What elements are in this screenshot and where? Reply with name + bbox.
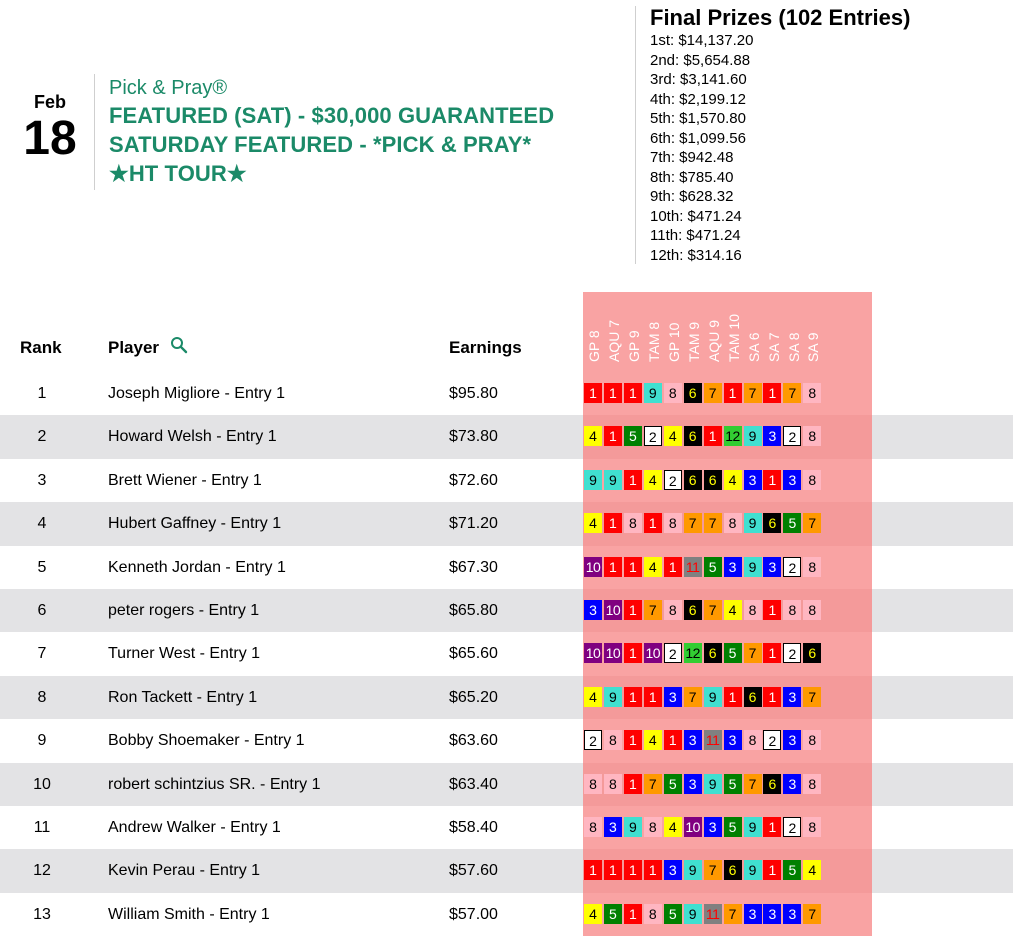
pick-number: 8 [803, 557, 821, 577]
pick-number: 4 [584, 513, 602, 533]
pick-number: 8 [803, 470, 821, 490]
pick-number: 7 [803, 513, 821, 533]
pick-number: 9 [644, 383, 662, 403]
pick-number: 3 [724, 730, 742, 750]
rank-cell: 3 [37, 471, 47, 489]
rank-cell: 1 [37, 385, 47, 402]
player-header[interactable]: Player [108, 338, 160, 357]
pick-number: 1 [624, 860, 642, 880]
race-header [803, 286, 822, 362]
player-name[interactable]: Kenneth Jordan - Entry 1 [108, 558, 286, 576]
pick-number: 8 [803, 600, 821, 620]
table-row[interactable] [0, 806, 1013, 849]
rank-cell: 12 [33, 862, 51, 880]
earnings-cell: $72.60 [449, 471, 498, 489]
pick-number: 6 [763, 513, 781, 533]
final-prizes [650, 5, 910, 265]
race-header-label: GP 10 [665, 322, 682, 362]
pick-number: 2 [664, 470, 682, 490]
pick-number: 2 [763, 730, 781, 750]
pick-number: 6 [704, 643, 722, 663]
pick-list [584, 774, 823, 794]
event-title-line-1: FEATURED (SAT) - $30,000 GUARANTEED [109, 103, 555, 128]
pick-list [584, 904, 823, 924]
pick-number: 4 [644, 470, 662, 490]
pick-number: 8 [584, 817, 602, 837]
pick-number: 7 [744, 383, 762, 403]
pick-number: 6 [763, 774, 781, 794]
prize-item: 10th: $471.24 [650, 207, 742, 225]
player-name[interactable]: Ron Tackett - Entry 1 [108, 688, 258, 706]
table-row[interactable] [0, 632, 1013, 675]
pick-number: 7 [644, 600, 662, 620]
rank-cell: 4 [37, 515, 47, 533]
prize-item: 5th: $1,570.80 [650, 110, 746, 127]
pick-number: 9 [744, 557, 762, 577]
pick-number: 1 [584, 860, 602, 880]
pick-number: 6 [684, 426, 702, 446]
race-header [684, 286, 703, 362]
pick-number: 1 [763, 643, 781, 663]
prize-item: 12th: $314.16 [650, 246, 742, 264]
event-month: Feb [33, 92, 66, 112]
pick-number: 5 [704, 557, 722, 577]
table-row[interactable] [0, 719, 1013, 762]
race-header-label: SA 8 [785, 332, 802, 362]
pick-number: 1 [644, 860, 662, 880]
prize-item: 2nd: $5,654.88 [650, 51, 751, 69]
pick-number: 4 [644, 730, 662, 750]
pick-number: 3 [684, 730, 702, 750]
prize-item: 8th: $785.40 [650, 168, 734, 186]
pick-number: 8 [664, 513, 682, 533]
pick-number: 11 [704, 904, 722, 924]
pick-list [584, 513, 823, 533]
pick-number: 8 [644, 904, 662, 924]
table-row[interactable] [0, 415, 1013, 458]
earnings-cell: $65.80 [449, 602, 498, 619]
prizes-heading: Final Prizes (102 Entries) [650, 5, 911, 30]
pick-number: 1 [763, 687, 781, 707]
table-row[interactable] [0, 372, 1013, 415]
player-name[interactable]: Turner West - Entry 1 [108, 645, 261, 663]
prize-item: 1st: $14,137.20 [650, 32, 754, 49]
pick-number: 8 [644, 817, 662, 837]
pick-number: 6 [704, 470, 722, 490]
pick-number: 2 [664, 643, 682, 663]
pick-number: 9 [684, 860, 702, 880]
pick-number: 3 [783, 730, 801, 750]
pick-number: 3 [783, 904, 801, 924]
pick-number: 3 [684, 774, 702, 794]
pick-number: 7 [744, 774, 762, 794]
race-header-label: TAM 8 [645, 321, 662, 362]
pick-list [584, 817, 823, 837]
race-header-label: GP 8 [586, 330, 602, 362]
pick-number: 3 [724, 557, 742, 577]
player-name[interactable]: Andrew Walker - Entry 1 [108, 819, 281, 836]
pick-number: 1 [624, 557, 642, 577]
pick-number: 3 [744, 904, 762, 924]
pick-number: 1 [763, 860, 781, 880]
table-row[interactable] [0, 849, 1013, 892]
table-row[interactable] [0, 589, 1013, 632]
pick-list [584, 730, 823, 750]
earnings-cell: $57.60 [449, 862, 498, 880]
race-header-label: TAM 10 [725, 314, 742, 362]
divider [635, 6, 636, 264]
pick-number: 3 [584, 600, 602, 620]
pick-number: 6 [684, 600, 702, 620]
pick-number: 3 [763, 426, 781, 446]
rank-cell: 2 [37, 428, 47, 446]
pick-number: 7 [704, 513, 722, 533]
pick-number: 10 [605, 602, 621, 618]
pick-number: 4 [584, 426, 602, 446]
event-date [22, 92, 78, 164]
race-header [584, 286, 603, 362]
pick-number: 7 [803, 904, 821, 924]
rank-cell: 6 [37, 602, 47, 619]
rank-header: Rank [20, 338, 62, 357]
pick-number: 1 [664, 730, 682, 750]
event-day: 18 [23, 112, 77, 165]
pick-number: 4 [664, 426, 682, 446]
pick-number: 1 [624, 600, 642, 620]
pick-number: 4 [584, 687, 602, 707]
race-header-label: AQU 7 [605, 319, 622, 362]
earnings-cell: $63.60 [449, 732, 498, 750]
pick-number: 5 [783, 513, 801, 533]
earnings-cell: $73.80 [449, 428, 498, 446]
pick-list [584, 557, 823, 577]
pick-number: 3 [744, 470, 762, 490]
pick-number: 3 [763, 557, 781, 577]
player-name[interactable]: Brett Wiener - Entry 1 [108, 471, 262, 489]
pick-number: 9 [744, 817, 762, 837]
pick-number: 7 [704, 383, 722, 403]
race-header-label: SA 7 [765, 332, 782, 362]
pick-number: 8 [803, 426, 821, 446]
pick-number: 4 [584, 904, 602, 924]
pick-number: 7 [684, 513, 702, 533]
pick-number: 8 [584, 774, 602, 794]
pick-number: 1 [664, 557, 682, 577]
event-title-line-3: ★HT TOUR★ [109, 161, 247, 186]
pick-number: 1 [644, 687, 662, 707]
pick-number: 1 [624, 904, 642, 924]
pick-number: 1 [704, 426, 722, 446]
pick-number: 8 [744, 600, 762, 620]
pick-number: 8 [803, 730, 821, 750]
player-name[interactable]: robert schintzius SR. - Entry 1 [108, 775, 321, 793]
pick-number: 7 [704, 600, 722, 620]
pick-number: 6 [724, 860, 742, 880]
race-header [744, 286, 763, 362]
pick-number: 1 [604, 557, 622, 577]
player-name[interactable]: Hubert Gaffney - Entry 1 [108, 515, 282, 533]
earnings-header: Earnings [449, 338, 522, 357]
pick-number: 8 [744, 730, 762, 750]
pick-number: 4 [664, 817, 682, 837]
pick-number: 3 [664, 860, 682, 880]
player-name[interactable]: William Smith - Entry 1 [108, 905, 270, 923]
pick-number: 1 [624, 730, 642, 750]
pick-number: 8 [803, 817, 821, 837]
table-row[interactable] [0, 546, 1013, 589]
pick-number: 8 [803, 383, 821, 403]
pick-number: 9 [744, 513, 762, 533]
pick-number: 1 [624, 774, 642, 794]
event-title [109, 75, 554, 188]
rank-cell: 5 [37, 558, 47, 576]
prize-item: 3rd: $3,141.60 [650, 71, 747, 88]
pick-number: 8 [664, 383, 682, 403]
pick-number: 7 [644, 774, 662, 794]
race-header [704, 286, 723, 362]
player-name[interactable]: Howard Welsh - Entry 1 [108, 428, 277, 446]
pick-number: 12 [725, 428, 740, 445]
pick-number: 7 [724, 904, 742, 924]
pick-number: 10 [585, 645, 601, 662]
rank-cell: 8 [37, 688, 47, 706]
player-name[interactable]: Joseph Migliore - Entry 1 [108, 385, 285, 402]
race-header [644, 286, 663, 362]
pick-number: 8 [783, 600, 801, 620]
pick-number: 3 [604, 817, 622, 837]
pick-number: 5 [724, 774, 742, 794]
rank-cell: 7 [37, 645, 47, 663]
pick-number: 9 [684, 904, 702, 924]
pick-number: 9 [744, 860, 762, 880]
event-title-line-2: SATURDAY FEATURED - *PICK & PRAY* [109, 132, 532, 157]
pick-number: 2 [783, 817, 801, 837]
divider [94, 74, 95, 190]
pick-number: 1 [624, 470, 642, 490]
prize-item: 6th: $1,099.56 [650, 129, 746, 147]
pick-number: 11 [684, 557, 702, 577]
pick-number: 4 [644, 557, 662, 577]
pick-number: 7 [684, 687, 702, 707]
pick-number: 3 [664, 687, 682, 707]
race-header [764, 286, 783, 362]
pick-number: 8 [604, 774, 622, 794]
pick-number: 3 [783, 687, 801, 707]
pick-number: 1 [724, 687, 742, 707]
pick-list [584, 426, 823, 446]
pick-number: 2 [783, 557, 801, 577]
pick-number: 8 [624, 513, 642, 533]
pick-number: 11 [704, 730, 722, 750]
player-name[interactable]: Kevin Perau - Entry 1 [108, 862, 261, 880]
pick-number: 8 [803, 774, 821, 794]
pick-number: 2 [783, 426, 801, 446]
pick-list [584, 860, 823, 880]
player-name[interactable]: peter rogers - Entry 1 [108, 602, 260, 619]
prize-item: 7th: $942.48 [650, 149, 734, 166]
pick-number: 10 [685, 819, 700, 835]
pick-number: 6 [684, 470, 702, 490]
earnings-cell: $95.80 [449, 385, 498, 402]
pick-number: 9 [584, 470, 602, 490]
pick-number: 8 [664, 600, 682, 620]
pick-list [584, 383, 823, 403]
earnings-cell: $65.60 [449, 645, 498, 663]
pick-number: 2 [783, 643, 801, 663]
pick-list [584, 470, 823, 490]
table-row[interactable] [0, 502, 1013, 545]
rank-cell: 9 [37, 732, 47, 750]
race-header [784, 286, 803, 362]
pick-number: 1 [763, 600, 781, 620]
pick-number: 5 [664, 904, 682, 924]
pick-number: 9 [624, 817, 642, 837]
table-row[interactable] [0, 459, 1013, 502]
table-row[interactable] [0, 763, 1013, 806]
pick-number: 1 [604, 860, 622, 880]
pick-number: 6 [684, 383, 702, 403]
rank-cell: 10 [33, 775, 51, 793]
earnings-cell: $65.20 [449, 688, 498, 706]
pick-number: 2 [584, 730, 602, 750]
pick-number: 10 [645, 645, 661, 662]
pick-number: 2 [644, 426, 662, 446]
earnings-cell: $57.00 [449, 905, 498, 923]
pick-number: 12 [685, 645, 700, 662]
pick-number: 1 [763, 470, 781, 490]
prize-list [650, 31, 910, 265]
earnings-cell: $58.40 [449, 819, 498, 836]
search-icon[interactable] [170, 336, 188, 354]
pick-number: 4 [803, 860, 821, 880]
pick-number: 3 [783, 774, 801, 794]
pick-number: 1 [724, 383, 742, 403]
pick-number: 5 [604, 904, 622, 924]
pick-number: 1 [624, 383, 642, 403]
earnings-cell: $71.20 [449, 515, 498, 533]
pick-number: 1 [624, 687, 642, 707]
pick-number: 4 [724, 470, 742, 490]
pick-number: 7 [704, 860, 722, 880]
pick-number: 1 [763, 817, 781, 837]
pick-number: 7 [783, 383, 801, 403]
race-header [664, 286, 683, 362]
race-header-label: SA 9 [805, 332, 822, 362]
pick-number: 7 [744, 643, 762, 663]
table-row[interactable] [0, 893, 1013, 936]
pick-number: 9 [604, 687, 622, 707]
pick-number: 5 [724, 643, 742, 663]
prize-item: 11th: $471.24 [650, 227, 741, 244]
pick-number: 5 [624, 426, 642, 446]
pick-number: 8 [724, 513, 742, 533]
pick-number: 6 [744, 687, 762, 707]
race-header [724, 286, 743, 362]
pick-number: 9 [704, 774, 722, 794]
player-name[interactable]: Bobby Shoemaker - Entry 1 [108, 732, 305, 750]
rank-cell: 13 [33, 905, 51, 923]
race-header-label: GP 9 [625, 330, 642, 362]
pick-number: 1 [584, 383, 602, 403]
pick-list [584, 687, 823, 707]
race-header-label: AQU 9 [705, 319, 722, 362]
earnings-cell: $63.40 [449, 775, 498, 793]
earnings-cell: $67.30 [449, 558, 498, 576]
pick-number: 6 [803, 643, 821, 663]
pick-number: 10 [585, 558, 601, 575]
race-header [624, 286, 643, 362]
rank-cell: 11 [33, 819, 51, 836]
pick-number: 1 [604, 426, 622, 446]
pick-number: 3 [763, 904, 781, 924]
pick-number: 5 [664, 774, 682, 794]
race-header-label: TAM 9 [685, 321, 702, 362]
pick-number: 1 [604, 513, 622, 533]
pick-list [584, 600, 823, 620]
pick-number: 9 [704, 687, 722, 707]
pick-number: 1 [763, 383, 781, 403]
pick-number: 4 [724, 600, 742, 620]
pick-number: 9 [744, 426, 762, 446]
pick-number: 5 [724, 817, 742, 837]
prize-item: 9th: $628.32 [650, 188, 734, 205]
prize-item: 4th: $2,199.12 [650, 90, 746, 108]
pick-number: 1 [644, 513, 662, 533]
pick-number: 3 [704, 817, 722, 837]
pick-list [584, 643, 823, 663]
pick-number: 1 [624, 643, 642, 663]
race-header-label: SA 6 [745, 332, 762, 362]
race-headers [583, 292, 872, 368]
pick-number: 8 [604, 730, 622, 750]
pick-number: 1 [604, 383, 622, 403]
event-brand: Pick & Pray® [109, 77, 228, 99]
table-row[interactable] [0, 676, 1013, 719]
pick-number: 5 [783, 860, 801, 880]
race-header [604, 286, 623, 362]
pick-number: 3 [783, 470, 801, 490]
pick-number: 7 [803, 687, 821, 707]
pick-number: 10 [605, 645, 621, 662]
pick-number: 9 [604, 470, 622, 490]
